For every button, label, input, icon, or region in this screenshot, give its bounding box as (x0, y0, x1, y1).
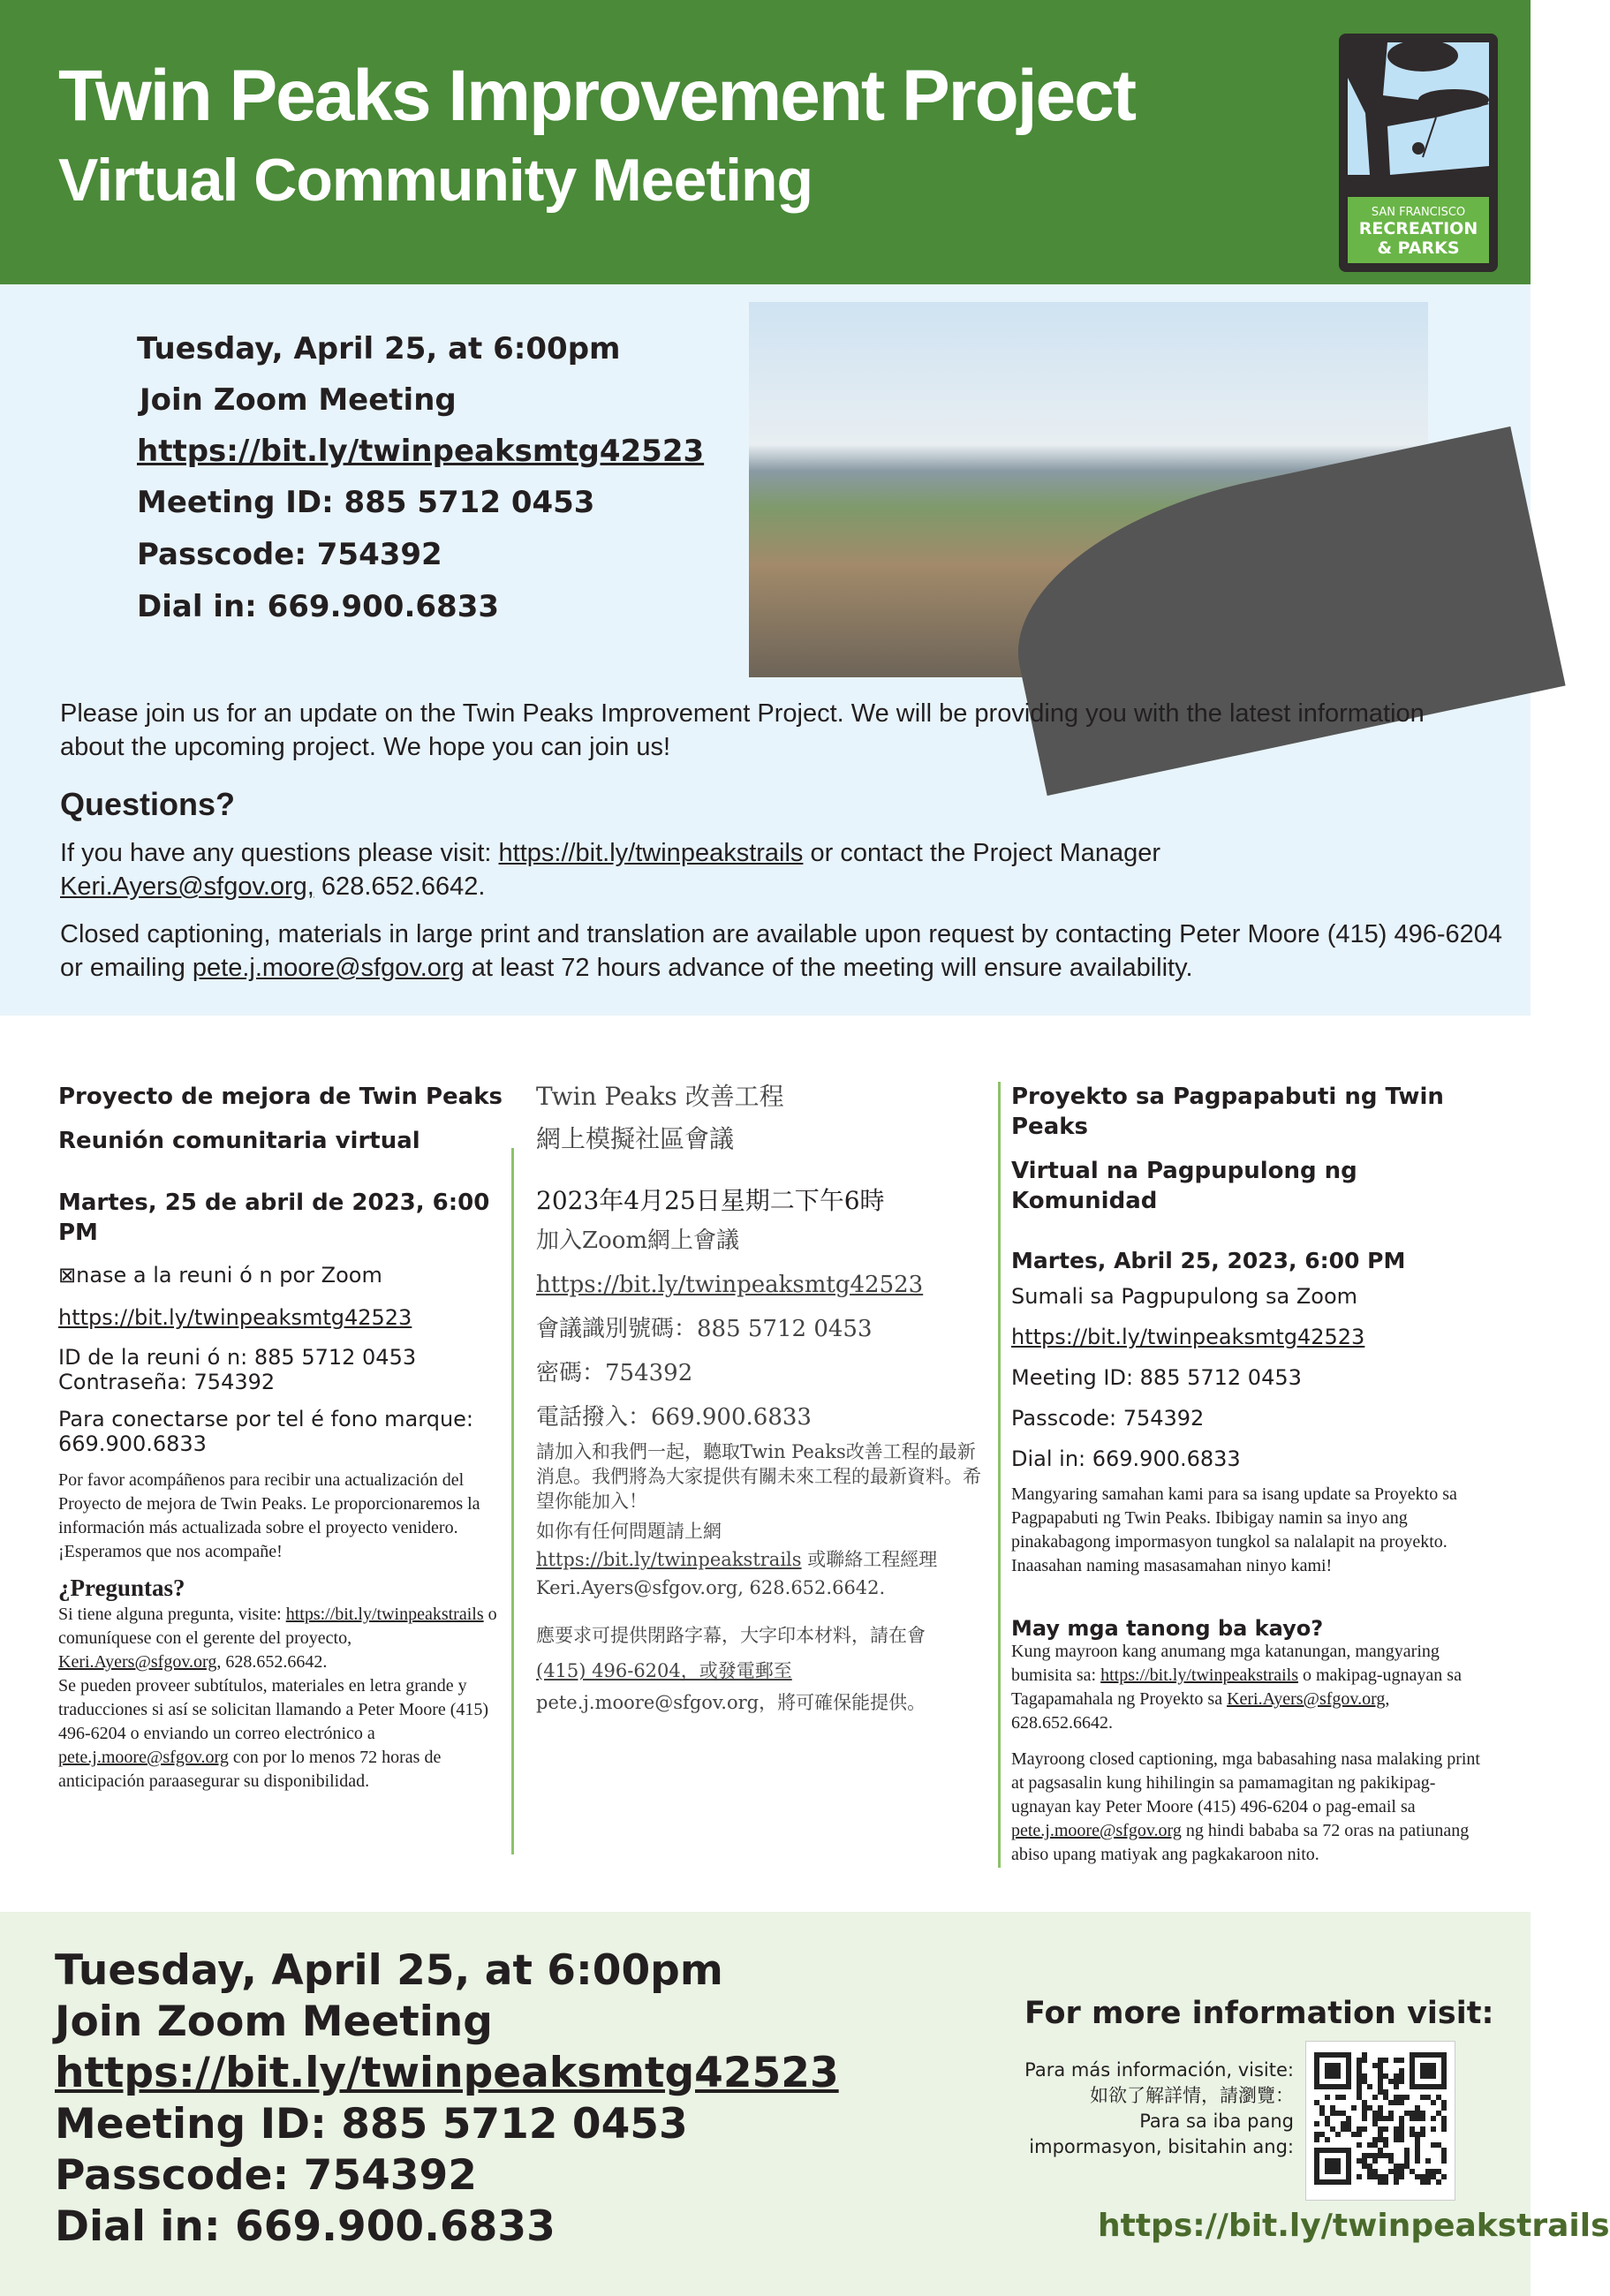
text: Si tiene alguna pregunta, visite: (58, 1605, 286, 1624)
zh-cc2: (415) 496-6204，或發電郵至 (536, 1660, 792, 1681)
es-join: ⊠nase a la reuni ó n por Zoom (58, 1263, 382, 1288)
tl-moore-email[interactable]: pete.j.moore@sfgov.org (1011, 1821, 1182, 1840)
text: or contact the Project Manager (803, 839, 1161, 867)
zh-q1: 如你有任何問題請上網 (536, 1521, 722, 1542)
tl-body: Mangyaring samahan kami para sa isang update sa Proyekto sa Pagpapabuti ng Twin Peaks. Ibibigay namin sa inyo ang pinakabagong impormasyon tungkol sa nalalapit na proyekto. Inaasahan naming masasamahan ninyo kami! (1011, 1484, 1457, 1575)
tl-questions (1011, 1640, 1493, 1735)
footer-trails-link[interactable]: https://bit.ly/twinpeakstrails (1098, 2208, 1610, 2244)
es-pass: Contraseña: 754392 (58, 1370, 276, 1394)
more-es: Para más información, visite: (1024, 2059, 1294, 2081)
text: o makipag-ugnayan sa Tagapamahala ng Proyekto sa (1011, 1665, 1462, 1709)
logo-line3: & PARKS (1377, 238, 1460, 258)
text: o comuníquese con el gerente del proyecto, (58, 1605, 497, 1648)
es-questions-heading: ¿Preguntas? (58, 1575, 185, 1601)
tl-email-link[interactable]: Keri.Ayers@sfgov.org (1227, 1689, 1386, 1709)
text: Se pueden proveer subtítulos, materiales en letra grande y traducciones si así se solicitan llamando a Peter Moore (415) 496-6204 o enviando un correo electrónico a (58, 1676, 489, 1743)
zoom-link[interactable]: https://bit.ly/twinpeaksmtg42523 (137, 434, 705, 469)
tagalog-column (1011, 1082, 1493, 1867)
zh-date: 2023年4月25日星期二下午6時 (536, 1186, 885, 1215)
column-divider (511, 1148, 514, 1854)
moore-email-link[interactable]: pete.j.moore@sfgov.org (192, 954, 465, 982)
tl-trails-link[interactable]: https://bit.ly/twinpeakstrails (1100, 1665, 1298, 1685)
text: Mayroong closed captioning, mga babasahing nasa malaking print at pagsasalin kung hihilingin sa pamamagitan ng pakikipag-ugnayan kay Peter Moore (415) 496-6204 o pag-email sa (1011, 1749, 1480, 1816)
tl-pass: Passcode: 754392 (1011, 1406, 1205, 1431)
text: 628.652.6642. (221, 1652, 328, 1672)
more-info-translations (971, 2058, 1294, 2160)
intro-paragraph: Please join us for an update on the Twin Peaks Improvement Project. We will be providing you with the latest information about the upcoming project. We hope you can join us! (60, 699, 1425, 761)
trail-rendering-image (749, 302, 1428, 677)
tree-swing-icon (1348, 42, 1489, 197)
es-date: Martes, 25 de abril de 2023, 6:00 PM (58, 1190, 490, 1246)
more-tl1: Para sa iba pang (1139, 2111, 1294, 2132)
zh-id: 會議識別號碼：885 5712 0453 (536, 1316, 873, 1342)
text: 或聯絡工程經理 (801, 1549, 938, 1570)
text: If you have any questions please visit: (60, 839, 499, 867)
spanish-column (58, 1082, 504, 1794)
footer-join: Join Zoom Meeting (55, 1998, 493, 2046)
text: Kung mayroon kang anumang mga katanungan, mangyaring bumisita sa: (1011, 1642, 1440, 1685)
zh-trails-link[interactable]: https://bit.ly/twinpeakstrails (536, 1549, 802, 1570)
chinese-column (536, 1079, 986, 1717)
footer-date: Tuesday, April 25, at 6:00pm (55, 1946, 723, 1995)
tl-dial: Dial in: 669.900.6833 (1011, 1446, 1241, 1471)
join-zoom-label: Join Zoom Meeting (140, 382, 457, 418)
text: , 628.652.6642. (1011, 1689, 1390, 1733)
zh-join: 加入Zoom網上會議 (536, 1227, 740, 1254)
logo-line1: SAN FRANCISCO (1371, 206, 1466, 219)
tl-zoom-link[interactable]: https://bit.ly/twinpeaksmtg42523 (1011, 1325, 1365, 1349)
tl-join: Sumali sa Pagpupulong sa Zoom (1011, 1284, 1358, 1309)
es-accessibility (58, 1674, 504, 1794)
tl-title1: Proyekto sa Pagpapabuti ng Twin Peaks (1011, 1084, 1444, 1140)
text: con por lo menos 72 horas de anticipación paraasegurar su disponibilidad. (58, 1748, 442, 1791)
es-body: Por favor acompáñenos para recibir una actualización del Proyecto de mejora de Twin Peaks. Le proporcionaremos la información más actualizada sobre el proyecto venidero. ¡Esperamos que nos acompañe! (58, 1470, 480, 1561)
footer-zoom-link[interactable]: https://bit.ly/twinpeaksmtg42523 (55, 2049, 839, 2097)
footer-dial: Dial in: 669.900.6833 (55, 2202, 556, 2251)
questions-paragraph (60, 836, 1385, 903)
header-banner (0, 0, 1531, 284)
es-trails-link[interactable]: https://bit.ly/twinpeakstrails (285, 1605, 484, 1624)
tl-id: Meeting ID: 885 5712 0453 (1011, 1365, 1302, 1390)
sf-rec-parks-logo (1339, 34, 1498, 272)
zh-body: 請加入和我們一起，聽取Twin Peaks改善工程的最新消息。我們將為大家提供有關未來工程的最新資料。希望你能加入！ (536, 1441, 981, 1512)
es-email-link[interactable]: Keri.Ayers@sfgov.org, (58, 1652, 222, 1672)
text: at least 72 hours advance of the meeting will ensure availability. (464, 954, 1193, 982)
es-dial-label: Para conectarse por tel é fono marque: (58, 1407, 474, 1431)
logo-text (1348, 197, 1489, 263)
more-zh: 如欲了解詳情，請瀏覽： (1090, 2085, 1294, 2106)
questions-heading: Questions? (60, 786, 236, 822)
more-tl2: impormasyon, bisitahin ang: (1029, 2136, 1294, 2157)
manager-phone: 628.652.6642. (314, 872, 486, 901)
text: ng hindi bababa sa 72 oras na patiunang abiso upang matiyak ang pagkakaroon nito. (1011, 1821, 1470, 1864)
manager-email-link[interactable]: Keri.Ayers@sfgov.org, (60, 872, 314, 901)
tl-questions-heading: May mga tanong ba kayo? (1011, 1616, 1324, 1641)
page-title: Twin Peaks Improvement Project (58, 56, 1136, 136)
footer-id: Meeting ID: 885 5712 0453 (55, 2100, 688, 2149)
tl-accessibility (1011, 1748, 1493, 1867)
tl-title2: Virtual na Pagpupulong ng Komunidad (1011, 1158, 1357, 1214)
meeting-id: Meeting ID: 885 5712 0453 (137, 485, 595, 520)
qr-code-icon (1306, 2042, 1455, 2200)
page-subtitle: Virtual Community Meeting (58, 147, 813, 214)
meeting-passcode: Passcode: 754392 (137, 537, 442, 572)
zh-title1: Twin Peaks 改善工程 (536, 1082, 784, 1111)
es-moore-email[interactable]: pete.j.moore@sfgov.org (58, 1748, 229, 1767)
zh-title2: 網上模擬社區會議 (536, 1124, 735, 1153)
footer-passcode: Passcode: 754392 (55, 2151, 477, 2200)
column-divider (998, 1082, 1001, 1868)
es-questions (58, 1603, 504, 1674)
zh-pass: 密碼：754392 (536, 1360, 693, 1386)
text: Closed captioning, materials in large print and translation are available upon request by contacting Peter Moore (415) 496-6204 or emailing (60, 920, 1503, 982)
zh-zoom-link[interactable]: https://bit.ly/twinpeaksmtg42523 (536, 1272, 924, 1298)
qr-code[interactable] (1305, 2041, 1455, 2201)
zh-q2 (536, 1545, 986, 1574)
more-info-heading: For more information visit: (1024, 1996, 1494, 2031)
zh-cc1: 應要求可提供閉路字幕，大字印本材料，請在會 (536, 1625, 926, 1646)
accessibility-paragraph (60, 918, 1508, 985)
es-title2: Reunión comunitaria virtual (58, 1128, 420, 1154)
zh-cc3: pete.j.moore@sfgov.org，將可確保能提供。 (536, 1692, 926, 1713)
meeting-date: Tuesday, April 25, at 6:00pm (137, 331, 621, 366)
meeting-dial-in: Dial in: 669.900.6833 (137, 589, 500, 624)
logo-line2: RECREATION (1358, 219, 1478, 238)
es-zoom-link[interactable]: https://bit.ly/twinpeaksmtg42523 (58, 1305, 412, 1330)
es-id: ID de la reuni ó n: 885 5712 0453 (58, 1345, 417, 1370)
es-dial: 669.900.6833 (58, 1431, 207, 1456)
zh-contact: Keri.Ayers@sfgov.org, 628.652.6642. (536, 1577, 886, 1598)
es-title1: Proyecto de mejora de Twin Peaks (58, 1084, 503, 1110)
zh-dial: 電話撥入：669.900.6833 (536, 1404, 812, 1431)
tl-date: Martes, Abril 25, 2023, 6:00 PM (1011, 1248, 1406, 1273)
trails-link[interactable]: https://bit.ly/twinpeakstrails (498, 839, 804, 867)
